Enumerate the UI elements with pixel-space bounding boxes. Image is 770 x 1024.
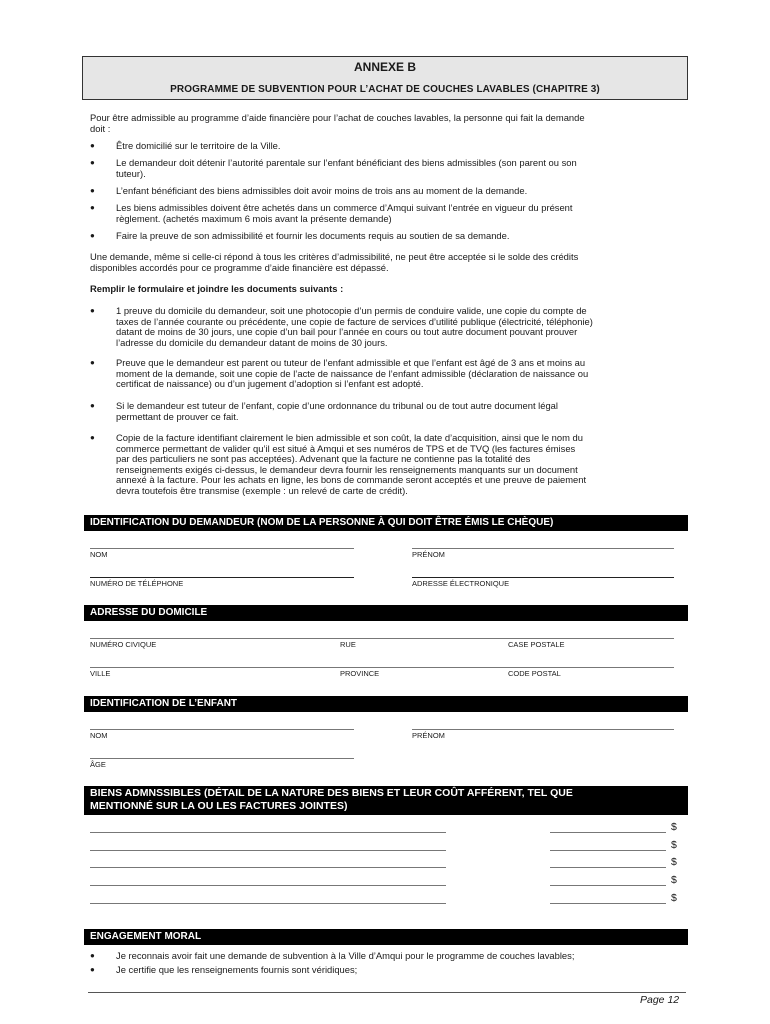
section-child-title: IDENTIFICATION DE L’ENFANT — [84, 696, 688, 712]
child-nom-label: NOM — [90, 731, 108, 740]
goods-description-field[interactable] — [90, 903, 446, 904]
telephone-label: NUMÉRO DE TÉLÉPHONE — [90, 579, 184, 588]
goods-amount-field[interactable] — [550, 850, 666, 851]
goods-description-field[interactable] — [90, 850, 446, 851]
goods-amount-field[interactable] — [550, 867, 666, 868]
footer-rule — [88, 992, 686, 993]
email-field[interactable] — [412, 577, 674, 578]
bullet: ● — [90, 401, 95, 410]
goods-description-field[interactable] — [90, 832, 446, 833]
email-label: ADRESSE ÉLECTRONIQUE — [412, 579, 510, 588]
goods-amount-field[interactable] — [550, 885, 666, 886]
program-subtitle: PROGRAMME DE SUBVENTION POUR L’ACHAT DE COUCHES LAVABLES (CHAPITRE 3) — [170, 84, 600, 95]
bullet: ● — [90, 141, 95, 150]
currency-symbol: $ — [671, 821, 677, 833]
goods-description-field[interactable] — [90, 885, 446, 886]
section-goods-title: BIENS ADMNSSIBLES (DÉTAIL DE LA NATURE DES BIENS ET LEUR COÛT AFFÉRENT, TEL QUE MENTIONNÉ SUR LA OU LES FACTURES JOINTES) — [84, 786, 688, 815]
child-nom-field[interactable] — [90, 729, 354, 730]
currency-symbol: $ — [671, 874, 677, 886]
annex-title: ANNEXE B — [353, 60, 416, 74]
currency-symbol: $ — [671, 839, 677, 851]
prenom-field[interactable] — [412, 548, 674, 549]
bullet: ● — [90, 158, 95, 167]
civic-number-label: NUMÉRO CIVIQUE — [90, 640, 157, 649]
child-age-label: ÂGE — [90, 760, 106, 769]
currency-symbol: $ — [671, 892, 677, 904]
address-line-1[interactable] — [90, 638, 674, 639]
eligibility-item: Faire la preuve de son admissibilité et fournir les documents requis au soutien de sa demande. — [116, 230, 510, 241]
goods-amount-field[interactable] — [550, 832, 666, 833]
currency-symbol: $ — [671, 856, 677, 868]
intro-text: Pour être admissible au programme d’aide financière pour l’achat de couches lavables, la personne qui fait la demande doit : — [90, 112, 585, 134]
child-prenom-label: PRÉNOM — [412, 731, 445, 740]
section-applicant-title: IDENTIFICATION DU DEMANDEUR (NOM DE LA PERSONNE À QUI DOIT ÊTRE ÉMIS LE CHÈQUE) — [84, 515, 688, 531]
province-label: PROVINCE — [340, 669, 380, 678]
nom-field[interactable] — [90, 548, 354, 549]
bullet: ● — [90, 306, 95, 315]
nom-label: NOM — [90, 550, 108, 559]
document-item: Copie de la facture identifiant clairement le bien admissible et son coût, la date d’acquisition, ainsi que le nom du commerce permettant de valider qu’il est situé à Amqui et ses numéros de TPS et de TVQ (les factures émises par des particuliers ne sont pas acceptées). Advenant que la facture ne contienne pas la totalité des renseignements exigés ci-dessus, le demandeur devra fournir les renseignements manquants sur un document annexé à la facture. Pour les achats en ligne, les bons de commande seront acceptés et une preuve de paiement devra toutefois être transmise (exemple : un relevé de carte de crédit). — [116, 432, 587, 496]
bullet: ● — [90, 203, 95, 212]
eligibility-item: L’enfant bénéficiant des biens admissibles doit avoir moins de trois ans au moment de la demande. — [116, 185, 528, 196]
commitment-item: Je reconnais avoir fait une demande de subvention à la Ville d’Amqui pour le programme de couches lavables; — [116, 950, 575, 961]
document-item: 1 preuve du domicile du demandeur, soit une photocopie d’un permis de conduire valide, une copie du compte de taxes de l’année courante ou précédente, une copie de facture de services d’utilité publique (électricité, téléphonie) datant de moins de 30 jours, une copie d’un bail pour l’année en cours ou tout autre document pouvant prouver l’adresse du domicile du demandeur datant de moins de 30 jours. — [116, 305, 593, 348]
postal-code-label: CODE POSTAL — [508, 669, 561, 678]
credit-note: Une demande, même si celle-ci répond à tous les critères d’admissibilité, ne peut être acceptée si le solde des crédits disponibles accordés pour ce programme d’aide financière est dépassé. — [90, 251, 579, 273]
po-box-label: CASE POSTALE — [508, 640, 565, 649]
documents-heading: Remplir le formulaire et joindre les documents suivants : — [90, 283, 344, 294]
prenom-label: PRÉNOM — [412, 550, 445, 559]
document-item: Preuve que le demandeur est parent ou tuteur de l’enfant admissible et que l’enfant est âgé de 3 ans et moins au moment de la demande, soit une copie de l’acte de naissance de l’enfant admissible (déclaration de naissance ou certificat de naissance) ou d’un jugement d’adoption si l’enfant est adopté. — [116, 357, 589, 389]
eligibility-item: Être domicilié sur le territoire de la Ville. — [116, 140, 281, 151]
telephone-field[interactable] — [90, 577, 354, 578]
street-label: RUE — [340, 640, 356, 649]
bullet: ● — [90, 358, 95, 367]
eligibility-item: Les biens admissibles doivent être achetés dans un commerce d’Amqui suivant l’entrée en vigueur du présent règlement. (achetés maximum 6 mois avant la présente demande) — [116, 202, 573, 224]
bullet: ● — [90, 433, 95, 442]
bullet: ● — [90, 951, 95, 960]
commitment-item: Je certifie que les renseignements fournis sont véridiques; — [116, 964, 358, 975]
goods-amount-field[interactable] — [550, 903, 666, 904]
bullet: ● — [90, 231, 95, 240]
document-item: Si le demandeur est tuteur de l’enfant, copie d’une ordonnance du tribunal ou de tout autre document légal permettant de prouver ce fait. — [116, 400, 558, 422]
goods-description-field[interactable] — [90, 867, 446, 868]
city-label: VILLE — [90, 669, 111, 678]
bullet: ● — [90, 186, 95, 195]
section-commitment-title: ENGAGEMENT MORAL — [84, 929, 688, 945]
child-age-field[interactable] — [90, 758, 354, 759]
page-number: Page 12 — [640, 994, 680, 1006]
child-prenom-field[interactable] — [412, 729, 674, 730]
eligibility-item: Le demandeur doit détenir l’autorité parentale sur l’enfant bénéficiant des biens admissibles (son parent ou son tuteur). — [116, 157, 577, 179]
annex-header — [82, 56, 688, 100]
address-line-2[interactable] — [90, 667, 674, 668]
bullet: ● — [90, 965, 95, 974]
section-address-title: ADRESSE DU DOMICILE — [84, 605, 688, 621]
